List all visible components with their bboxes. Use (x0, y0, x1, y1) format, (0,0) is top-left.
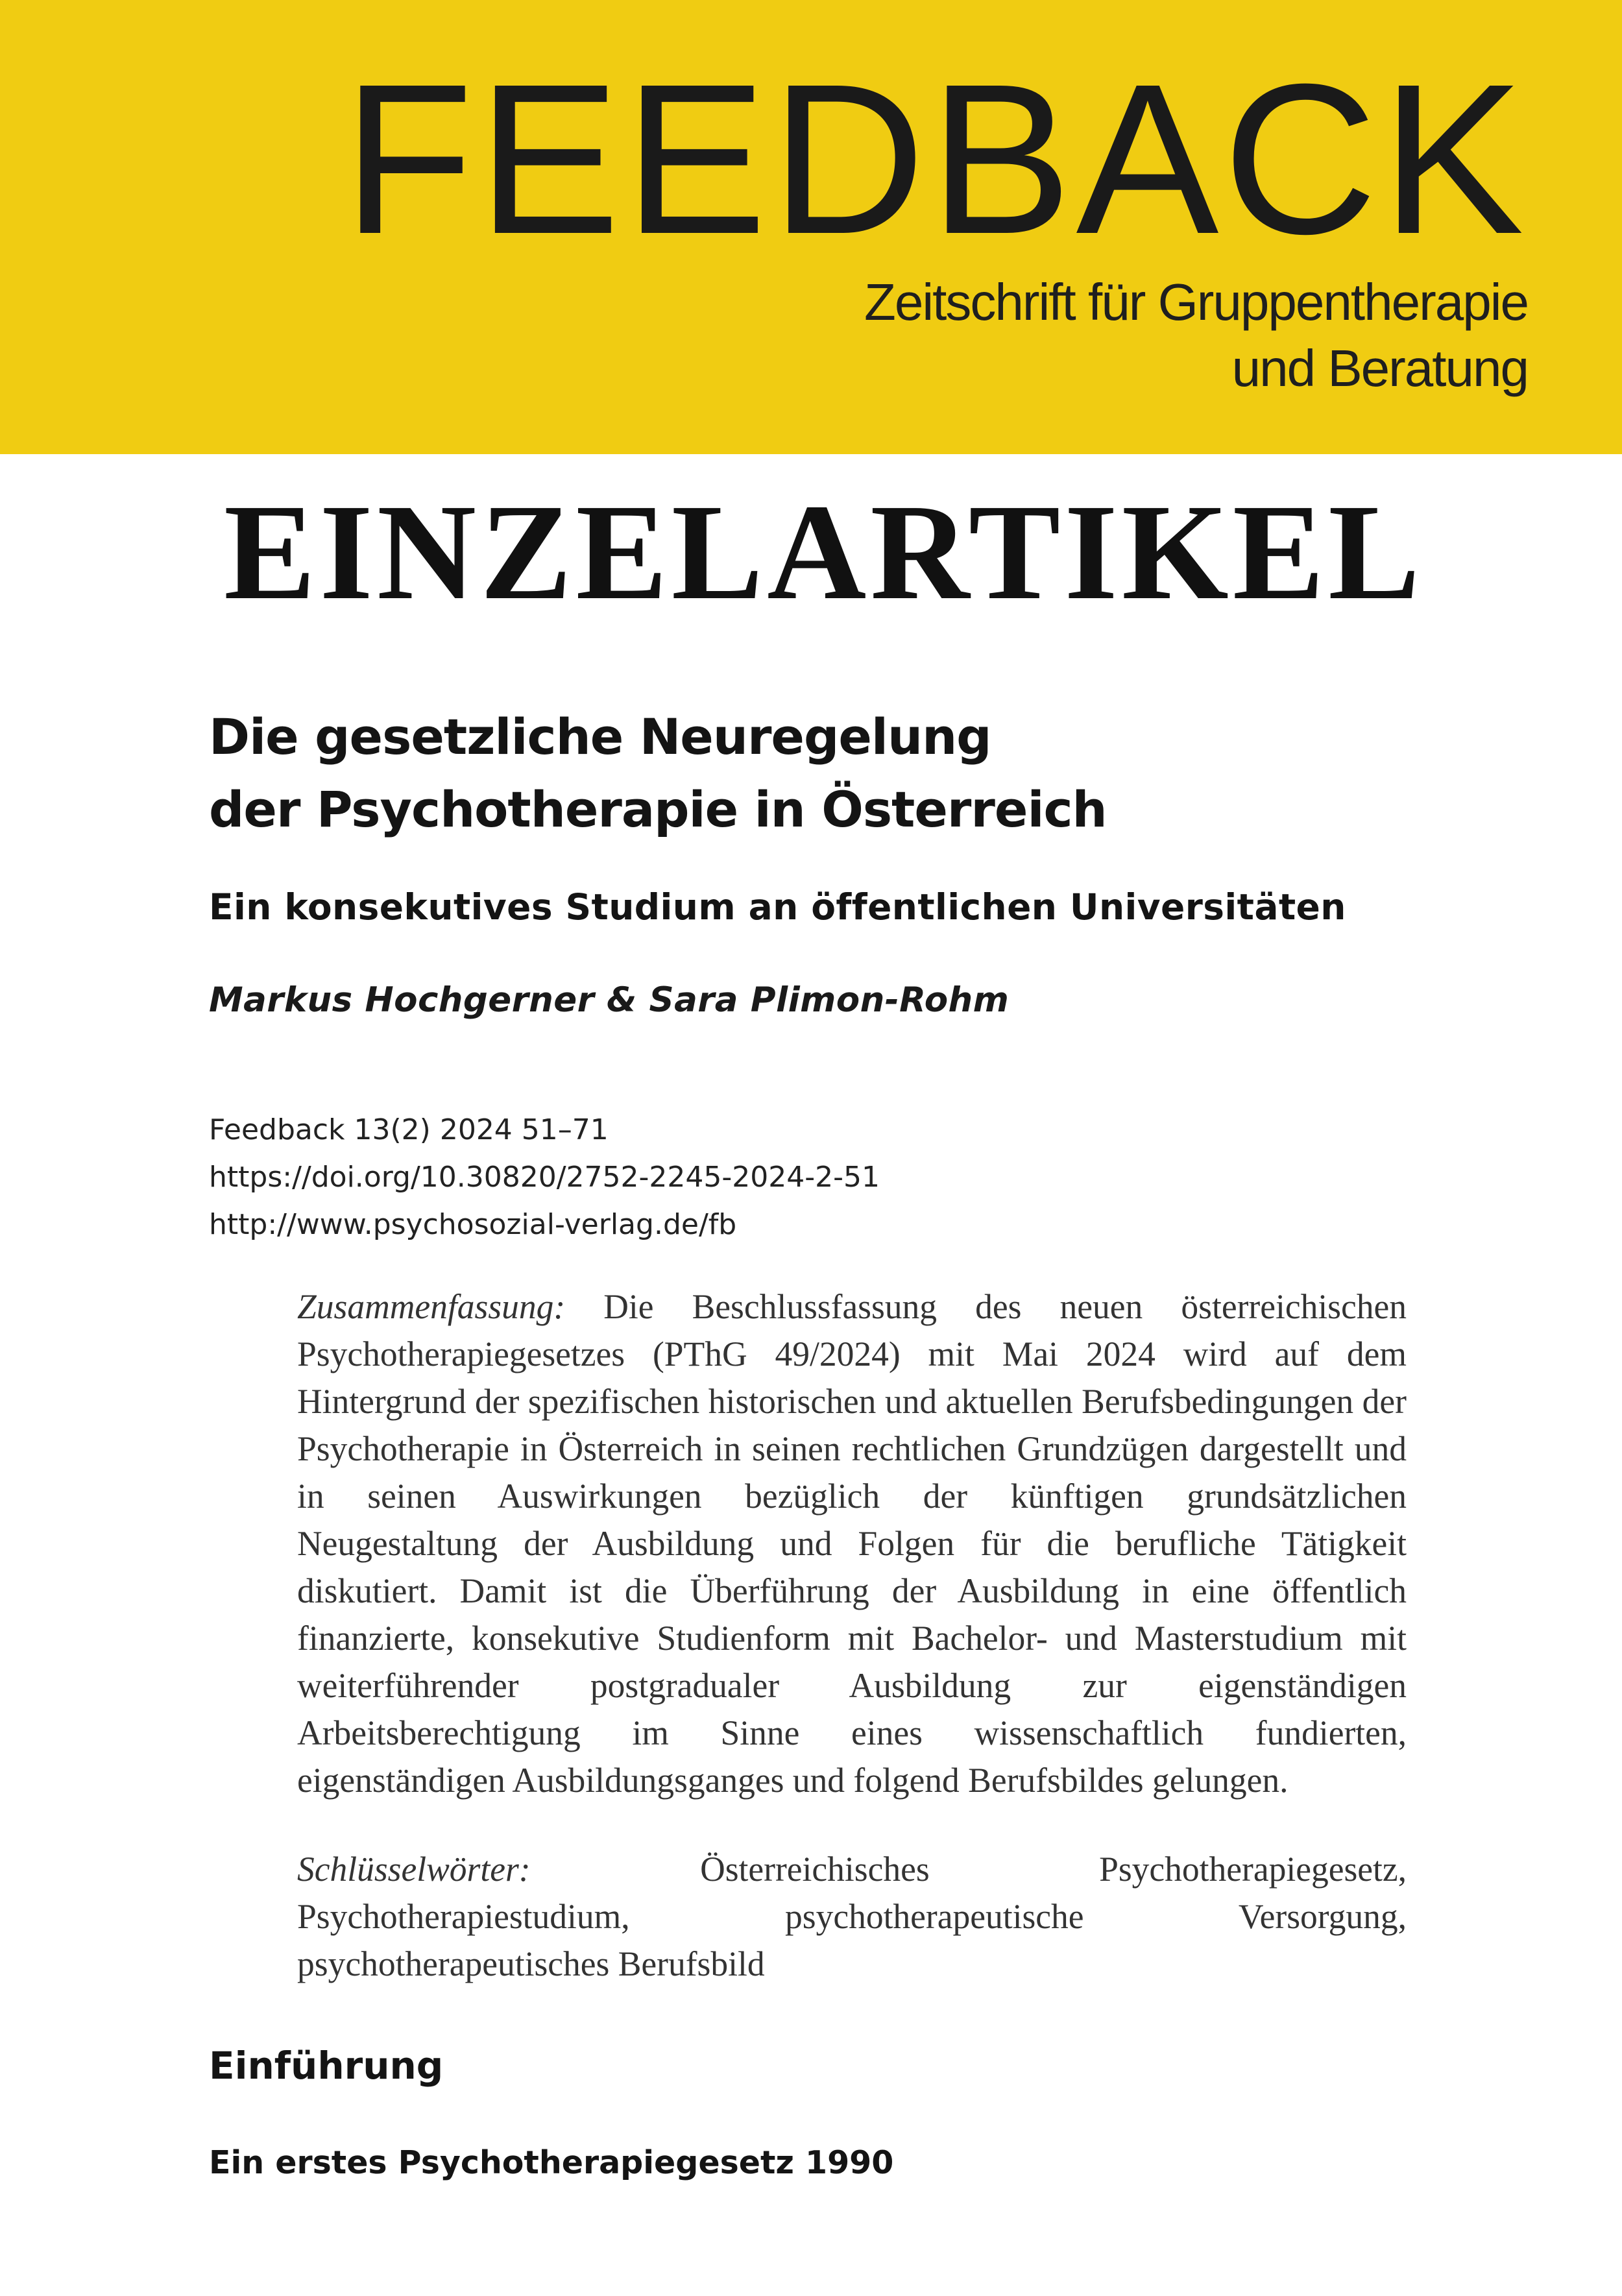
keywords-text: Österreichisches Psychotherapiegesetz, Psychotherapiestudium, psychotherapeutische Versorgung, psychotherapeutisches Berufsbild (297, 1850, 1407, 1983)
keywords (297, 1846, 1407, 1988)
journal-subtitle (620, 269, 1528, 402)
section-heading: Einführung (209, 2044, 444, 2088)
article-authors: Markus Hochgerner & Sara Plimon-Rohm (209, 980, 1010, 1020)
article-title (209, 701, 1442, 846)
document-kicker: EINZELARTIKEL (224, 476, 1424, 628)
citation-reference: Feedback 13(2) 2024 51–71 (209, 1113, 609, 1146)
journal-subtitle-line2: und Beratung (1231, 339, 1528, 397)
article-subtitle: Ein konsekutives Studium an öffentlichen Universitäten (209, 886, 1346, 928)
abstract-text: Die Beschlussfassung des neuen österreichischen Psychotherapiegesetzes (PThG 49/2024) mit Mai 2024 wird auf dem Hintergrund der spezifischen historischen und aktuellen Berufsbedingungen der Psychotherapie in Österreich in seinen rechtlichen Grundzügen dargestellt und in seinen Auswirkungen bezüglich der künftigen grundsätzlichen Neugestaltung der Ausbildung und Folgen für die berufliche Tätigkeit diskutiert. Damit ist die Überführung der Ausbildung in eine öffentlich finanzierte, konsekutive Studienform mit Bachelor- und Masterstudium mit weiterführender postgradualer Ausbildung zur eigenständigen Arbeitsberechtigung im Sinne eines wissenschaftlich fundierten, eigenständigen Ausbildungsganges und folgend Berufsbildes gelungen. (297, 1287, 1407, 1800)
journal-subtitle-line1: Zeitschrift für Gruppentherapie (864, 273, 1528, 331)
subsection-heading: Ein erstes Psychotherapiegesetz 1990 (209, 2144, 894, 2181)
publisher-website-link[interactable]: http://www.psychosozial-verlag.de/fb (209, 1208, 737, 1241)
journal-name: FEEDBACK (343, 39, 1528, 278)
abstract (297, 1283, 1407, 1804)
citation-meta (209, 1106, 880, 1248)
article-title-line2: der Psychotherapie in Österreich (209, 780, 1107, 838)
keywords-label: Schlüsselwörter: (297, 1850, 531, 1889)
journal-header-band (0, 0, 1622, 454)
doi-link[interactable]: https://doi.org/10.30820/2752-2245-2024-2-51 (209, 1161, 880, 1194)
abstract-label: Zusammenfassung: (297, 1287, 566, 1326)
article-title-line1: Die gesetzliche Neuregelung (209, 708, 991, 766)
